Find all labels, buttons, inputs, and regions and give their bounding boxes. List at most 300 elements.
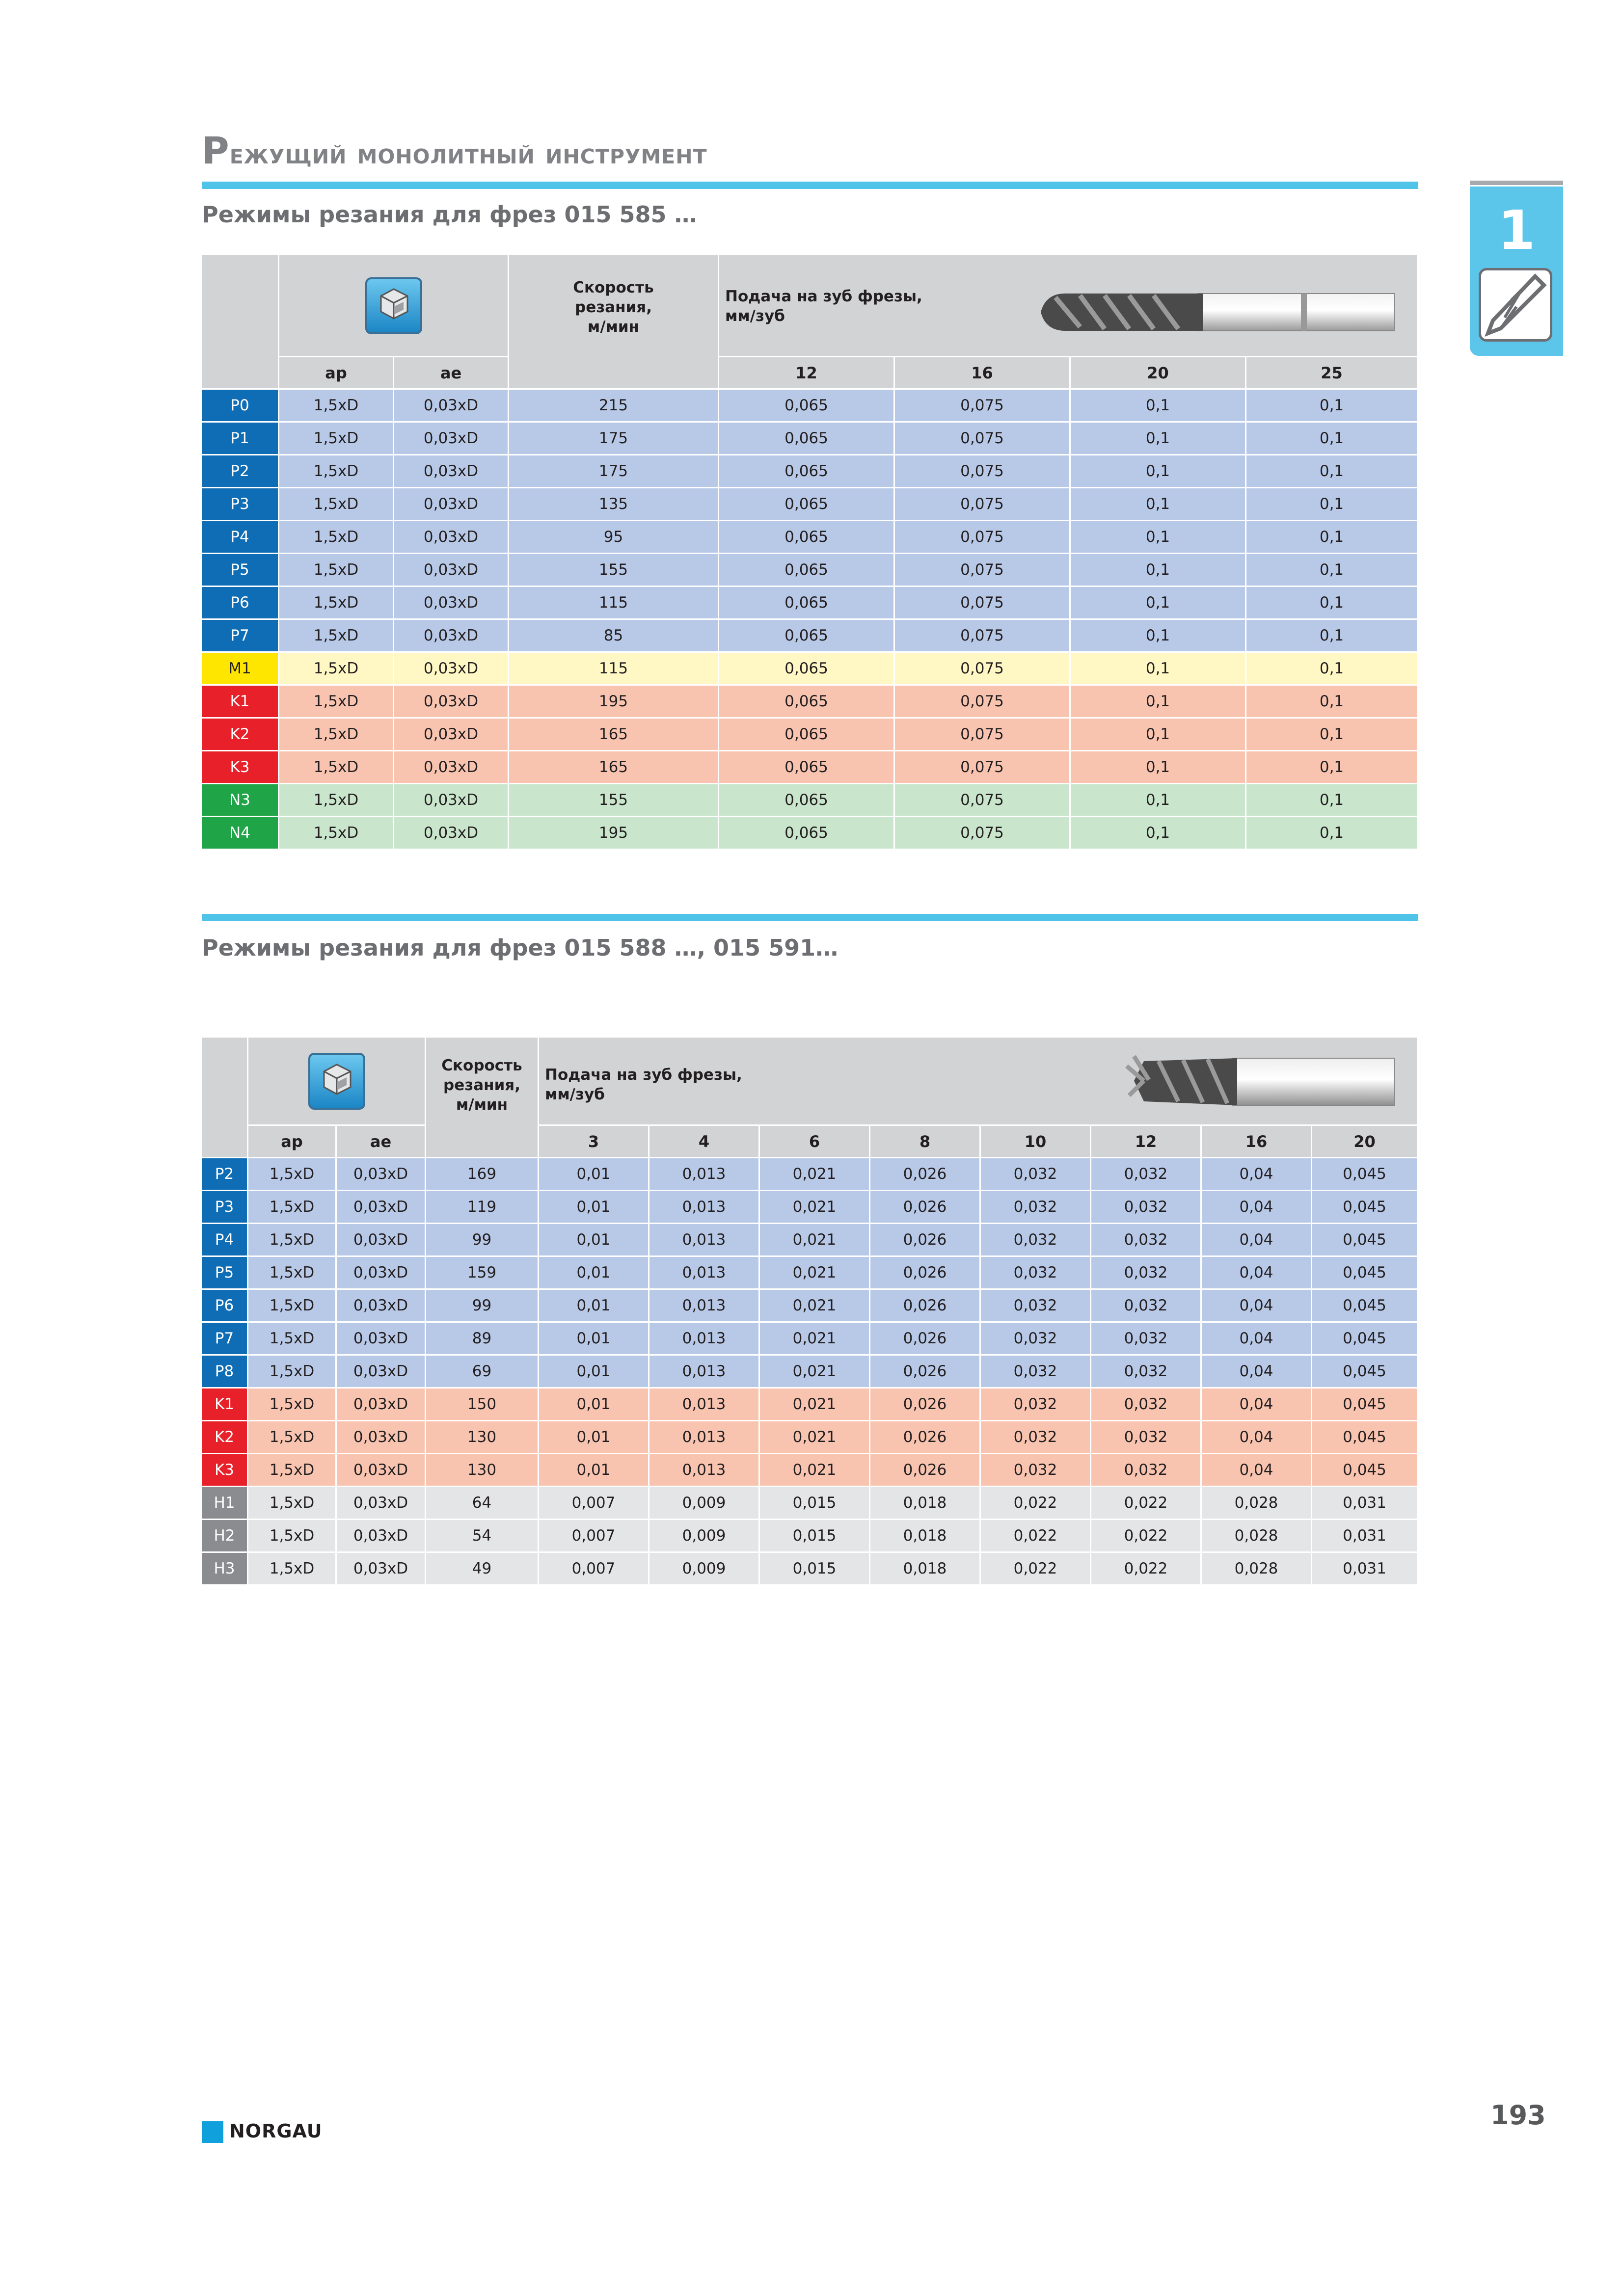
feed-per-tooth: 0,032 — [1091, 1191, 1202, 1224]
ap-value: 1,5xD — [248, 1388, 337, 1421]
cutting-speed: 99 — [426, 1290, 539, 1323]
feed-per-tooth: 0,032 — [981, 1454, 1091, 1487]
table-row — [202, 686, 1418, 719]
feed-per-tooth: 0,075 — [895, 817, 1071, 850]
material-code: P7 — [202, 620, 279, 653]
feed-per-tooth: 0,065 — [719, 620, 895, 653]
cutting-speed: 89 — [426, 1323, 539, 1356]
cutting-speed: 159 — [426, 1257, 539, 1290]
feed-per-tooth: 0,1 — [1246, 686, 1418, 719]
ap-value: 1,5xD — [279, 817, 394, 850]
feed-per-tooth: 0,032 — [1091, 1257, 1202, 1290]
feed-per-tooth: 0,026 — [870, 1191, 981, 1224]
ap-value: 1,5xD — [279, 620, 394, 653]
ap-value: 1,5xD — [248, 1191, 337, 1224]
table-row — [202, 1257, 1418, 1290]
ae-value: 0,03xD — [394, 587, 509, 620]
feed-per-tooth: 0,009 — [649, 1520, 760, 1553]
ap-value: 1,5xD — [279, 686, 394, 719]
feed-per-tooth: 0,045 — [1312, 1257, 1418, 1290]
table-row — [202, 521, 1418, 554]
title-rule — [202, 182, 1418, 189]
cutting-speed: 195 — [509, 817, 719, 850]
feed-per-tooth: 0,065 — [719, 751, 895, 784]
feed-per-tooth: 0,075 — [895, 686, 1071, 719]
feed-per-tooth: 0,1 — [1071, 554, 1246, 587]
cutting-table-1 — [202, 255, 1418, 850]
material-code: P6 — [202, 1290, 248, 1323]
feed-per-tooth: 0,032 — [1091, 1454, 1202, 1487]
feed-per-tooth: 0,045 — [1312, 1454, 1418, 1487]
material-code: N4 — [202, 817, 279, 850]
cutting-speed: 99 — [426, 1224, 539, 1257]
feed-per-tooth: 0,032 — [981, 1356, 1091, 1388]
material-code: H1 — [202, 1487, 248, 1520]
feed-per-tooth: 0,075 — [895, 390, 1071, 423]
ae-value: 0,03xD — [394, 488, 509, 521]
ae-value: 0,03xD — [337, 1257, 426, 1290]
feed-per-tooth: 0,045 — [1312, 1290, 1418, 1323]
feed-per-tooth: 0,04 — [1202, 1257, 1312, 1290]
feed-per-tooth: 0,01 — [539, 1257, 649, 1290]
side-tab-topline — [1470, 181, 1563, 185]
feed-per-tooth: 0,01 — [539, 1421, 649, 1454]
drill-icon — [1479, 268, 1552, 342]
material-code: P0 — [202, 390, 279, 423]
feed-per-tooth: 0,01 — [539, 1388, 649, 1421]
ap-value: 1,5xD — [279, 488, 394, 521]
ae-value: 0,03xD — [337, 1520, 426, 1553]
col-diameter: 16 — [895, 357, 1071, 390]
col-ap: ap — [279, 357, 394, 390]
feed-per-tooth: 0,021 — [760, 1388, 870, 1421]
ae-value: 0,03xD — [337, 1487, 426, 1520]
feed-per-tooth: 0,1 — [1071, 784, 1246, 817]
col-diameter: 3 — [539, 1126, 649, 1158]
feed-per-tooth: 0,04 — [1202, 1158, 1312, 1191]
ae-value: 0,03xD — [394, 751, 509, 784]
material-code: P4 — [202, 521, 279, 554]
milling-geometry-icon — [365, 277, 422, 334]
ae-value: 0,03xD — [394, 620, 509, 653]
material-code: P2 — [202, 1158, 248, 1191]
col-ae: ae — [337, 1126, 426, 1158]
feed-per-tooth: 0,007 — [539, 1520, 649, 1553]
feed-per-tooth: 0,04 — [1202, 1224, 1312, 1257]
feed-per-tooth: 0,013 — [649, 1158, 760, 1191]
feed-per-tooth: 0,018 — [870, 1553, 981, 1586]
material-code: K3 — [202, 1454, 248, 1487]
ap-value: 1,5xD — [279, 455, 394, 488]
feed-per-tooth: 0,013 — [649, 1290, 760, 1323]
table-row — [202, 455, 1418, 488]
feed-per-tooth: 0,026 — [870, 1454, 981, 1487]
ap-value: 1,5xD — [279, 751, 394, 784]
feed-per-tooth: 0,045 — [1312, 1158, 1418, 1191]
ae-value: 0,03xD — [394, 817, 509, 850]
feed-per-tooth: 0,01 — [539, 1158, 649, 1191]
col-ae: ae — [394, 357, 509, 390]
table-row — [202, 719, 1418, 751]
feed-per-tooth: 0,04 — [1202, 1191, 1312, 1224]
feed-per-tooth: 0,007 — [539, 1487, 649, 1520]
feed-per-tooth: 0,1 — [1071, 390, 1246, 423]
feed-per-tooth: 0,032 — [1091, 1421, 1202, 1454]
mill-geometry-cell — [279, 255, 509, 357]
cutting-speed: 130 — [426, 1421, 539, 1454]
col-diameter: 16 — [1202, 1126, 1312, 1158]
table-row — [202, 1421, 1418, 1454]
cutting-speed: 135 — [509, 488, 719, 521]
feed-per-tooth: 0,04 — [1202, 1421, 1312, 1454]
table1-subtitle: Режимы резания для фрез 015 585 … — [202, 201, 697, 228]
feed-per-tooth: 0,04 — [1202, 1356, 1312, 1388]
ae-value: 0,03xD — [394, 554, 509, 587]
feed-per-tooth: 0,1 — [1246, 423, 1418, 455]
ae-value: 0,03xD — [337, 1421, 426, 1454]
feed-per-tooth: 0,028 — [1202, 1520, 1312, 1553]
feed-per-tooth: 0,026 — [870, 1224, 981, 1257]
ae-value: 0,03xD — [394, 686, 509, 719]
ap-value: 1,5xD — [279, 719, 394, 751]
feed-per-tooth: 0,1 — [1071, 719, 1246, 751]
cutting-speed: 130 — [426, 1454, 539, 1487]
cutting-speed: 69 — [426, 1356, 539, 1388]
feed-per-tooth: 0,04 — [1202, 1388, 1312, 1421]
ap-value: 1,5xD — [248, 1290, 337, 1323]
cutting-speed: 115 — [509, 587, 719, 620]
feed-per-tooth: 0,1 — [1246, 455, 1418, 488]
feed-per-tooth: 0,032 — [981, 1421, 1091, 1454]
col-diameter: 4 — [649, 1126, 760, 1158]
material-code: K1 — [202, 1388, 248, 1421]
ap-value: 1,5xD — [279, 653, 394, 686]
table-row — [202, 1323, 1418, 1356]
feed-per-tooth: 0,031 — [1312, 1553, 1418, 1586]
table-row — [202, 653, 1418, 686]
feed-per-tooth: 0,015 — [760, 1553, 870, 1586]
feed-per-tooth: 0,026 — [870, 1388, 981, 1421]
feed-per-tooth: 0,018 — [870, 1520, 981, 1553]
feed-per-tooth: 0,065 — [719, 817, 895, 850]
feed-per-tooth: 0,022 — [981, 1520, 1091, 1553]
feed-per-tooth: 0,04 — [1202, 1454, 1312, 1487]
feed-per-tooth: 0,013 — [649, 1191, 760, 1224]
feed-per-tooth: 0,013 — [649, 1388, 760, 1421]
ae-value: 0,03xD — [394, 653, 509, 686]
feed-per-tooth: 0,021 — [760, 1224, 870, 1257]
table-row — [202, 1191, 1418, 1224]
feed-per-tooth: 0,065 — [719, 554, 895, 587]
ae-value: 0,03xD — [337, 1356, 426, 1388]
feed-per-tooth: 0,065 — [719, 719, 895, 751]
feed-per-tooth: 0,022 — [1091, 1520, 1202, 1553]
feed-per-tooth: 0,032 — [1091, 1290, 1202, 1323]
material-code: K3 — [202, 751, 279, 784]
table-row — [202, 784, 1418, 817]
table-row — [202, 1388, 1418, 1421]
cutting-speed: 195 — [509, 686, 719, 719]
feed-per-tooth: 0,1 — [1246, 784, 1418, 817]
ae-value: 0,03xD — [337, 1224, 426, 1257]
feed-per-tooth: 0,021 — [760, 1356, 870, 1388]
page-title: Режущий монолитный инструмент — [202, 129, 707, 172]
table-row — [202, 817, 1418, 850]
feed-per-tooth: 0,032 — [1091, 1388, 1202, 1421]
feed-per-tooth: 0,1 — [1246, 521, 1418, 554]
ap-value: 1,5xD — [279, 390, 394, 423]
col-diameter: 10 — [981, 1126, 1091, 1158]
material-code: P1 — [202, 423, 279, 455]
ap-value: 1,5xD — [279, 554, 394, 587]
ap-value: 1,5xD — [248, 1553, 337, 1586]
feed-per-tooth: 0,1 — [1071, 488, 1246, 521]
feed-per-tooth: 0,013 — [649, 1257, 760, 1290]
table2-subtitle: Режимы резания для фрез 015 588 …, 015 591… — [202, 934, 839, 961]
table-row — [202, 554, 1418, 587]
material-code: P5 — [202, 1257, 248, 1290]
ae-value: 0,03xD — [337, 1323, 426, 1356]
ae-value: 0,03xD — [394, 423, 509, 455]
table-row — [202, 390, 1418, 423]
speed-header: Скорость резания, м/мин — [509, 255, 719, 390]
ae-value: 0,03xD — [337, 1454, 426, 1487]
feed-per-tooth: 0,021 — [760, 1290, 870, 1323]
feed-per-tooth: 0,075 — [895, 719, 1071, 751]
corner-cell — [202, 255, 279, 390]
feed-per-tooth: 0,065 — [719, 390, 895, 423]
col-diameter: 6 — [760, 1126, 870, 1158]
feed-per-tooth: 0,007 — [539, 1553, 649, 1586]
feed-per-tooth: 0,01 — [539, 1323, 649, 1356]
feed-per-tooth: 0,013 — [649, 1454, 760, 1487]
ap-value: 1,5xD — [248, 1158, 337, 1191]
ae-value: 0,03xD — [394, 521, 509, 554]
feed-per-tooth: 0,013 — [649, 1356, 760, 1388]
feed-per-tooth: 0,075 — [895, 455, 1071, 488]
feed-per-tooth: 0,1 — [1071, 817, 1246, 850]
table-row — [202, 423, 1418, 455]
feed-per-tooth: 0,021 — [760, 1454, 870, 1487]
feed-per-tooth: 0,1 — [1246, 719, 1418, 751]
end-mill-image — [1124, 1046, 1399, 1115]
ae-value: 0,03xD — [337, 1553, 426, 1586]
feed-per-tooth: 0,075 — [895, 751, 1071, 784]
ap-value: 1,5xD — [248, 1224, 337, 1257]
cutting-speed: 119 — [426, 1191, 539, 1224]
ap-value: 1,5xD — [279, 587, 394, 620]
material-code: P3 — [202, 1191, 248, 1224]
feed-per-tooth: 0,1 — [1071, 620, 1246, 653]
ae-value: 0,03xD — [394, 390, 509, 423]
feed-per-tooth: 0,065 — [719, 521, 895, 554]
col-diameter: 20 — [1312, 1126, 1418, 1158]
col-diameter: 8 — [870, 1126, 981, 1158]
feed-per-tooth: 0,1 — [1071, 751, 1246, 784]
feed-per-tooth: 0,075 — [895, 521, 1071, 554]
mill-geometry-cell — [248, 1038, 426, 1126]
material-code: K2 — [202, 719, 279, 751]
material-code: H3 — [202, 1553, 248, 1586]
material-code: P7 — [202, 1323, 248, 1356]
feed-per-tooth: 0,026 — [870, 1421, 981, 1454]
cutting-speed: 215 — [509, 390, 719, 423]
ae-value: 0,03xD — [394, 784, 509, 817]
feed-per-tooth: 0,1 — [1246, 653, 1418, 686]
table-row — [202, 587, 1418, 620]
material-code: P2 — [202, 455, 279, 488]
feed-per-tooth: 0,075 — [895, 587, 1071, 620]
cutting-speed: 175 — [509, 423, 719, 455]
ap-value: 1,5xD — [248, 1323, 337, 1356]
feed-per-tooth: 0,018 — [870, 1487, 981, 1520]
feed-per-tooth: 0,032 — [981, 1323, 1091, 1356]
ae-value: 0,03xD — [337, 1388, 426, 1421]
cutting-speed: 115 — [509, 653, 719, 686]
feed-per-tooth: 0,04 — [1202, 1323, 1312, 1356]
feed-per-tooth: 0,032 — [1091, 1356, 1202, 1388]
feed-per-tooth: 0,009 — [649, 1553, 760, 1586]
feed-per-tooth: 0,075 — [895, 554, 1071, 587]
col-ap: ap — [248, 1126, 337, 1158]
table-row — [202, 1553, 1418, 1586]
feed-per-tooth: 0,045 — [1312, 1224, 1418, 1257]
cutting-speed: 85 — [509, 620, 719, 653]
feed-per-tooth: 0,013 — [649, 1224, 760, 1257]
feed-per-tooth: 0,065 — [719, 686, 895, 719]
cutting-speed: 49 — [426, 1553, 539, 1586]
feed-per-tooth: 0,01 — [539, 1290, 649, 1323]
feed-per-tooth: 0,1 — [1246, 620, 1418, 653]
ap-value: 1,5xD — [248, 1520, 337, 1553]
feed-per-tooth: 0,032 — [981, 1158, 1091, 1191]
feed-per-tooth: 0,026 — [870, 1290, 981, 1323]
feed-per-tooth: 0,065 — [719, 587, 895, 620]
feed-header: Подача на зуб фрезы, мм/зуб — [539, 1038, 1418, 1126]
col-diameter: 25 — [1246, 357, 1418, 390]
feed-per-tooth: 0,021 — [760, 1323, 870, 1356]
feed-per-tooth: 0,1 — [1246, 817, 1418, 850]
section-rule — [202, 914, 1418, 921]
table-row — [202, 1520, 1418, 1553]
feed-per-tooth: 0,031 — [1312, 1487, 1418, 1520]
feed-per-tooth: 0,045 — [1312, 1421, 1418, 1454]
feed-per-tooth: 0,022 — [981, 1487, 1091, 1520]
feed-per-tooth: 0,04 — [1202, 1290, 1312, 1323]
feed-per-tooth: 0,021 — [760, 1257, 870, 1290]
feed-per-tooth: 0,032 — [1091, 1323, 1202, 1356]
feed-per-tooth: 0,015 — [760, 1520, 870, 1553]
feed-per-tooth: 0,1 — [1246, 488, 1418, 521]
feed-per-tooth: 0,065 — [719, 784, 895, 817]
feed-per-tooth: 0,075 — [895, 653, 1071, 686]
ae-value: 0,03xD — [394, 455, 509, 488]
ap-value: 1,5xD — [279, 521, 394, 554]
feed-per-tooth: 0,01 — [539, 1224, 649, 1257]
milling-geometry-icon — [308, 1053, 365, 1110]
feed-per-tooth: 0,1 — [1071, 423, 1246, 455]
feed-per-tooth: 0,032 — [981, 1388, 1091, 1421]
feed-per-tooth: 0,075 — [895, 488, 1071, 521]
cutting-speed: 64 — [426, 1487, 539, 1520]
table-row — [202, 1454, 1418, 1487]
feed-per-tooth: 0,1 — [1246, 554, 1418, 587]
feed-per-tooth: 0,009 — [649, 1487, 760, 1520]
feed-per-tooth: 0,032 — [1091, 1158, 1202, 1191]
ae-value: 0,03xD — [337, 1191, 426, 1224]
feed-per-tooth: 0,045 — [1312, 1356, 1418, 1388]
feed-per-tooth: 0,022 — [1091, 1553, 1202, 1586]
chapter-tab-number: 1 — [1497, 199, 1536, 262]
material-code: P8 — [202, 1356, 248, 1388]
feed-per-tooth: 0,01 — [539, 1356, 649, 1388]
material-code: P4 — [202, 1224, 248, 1257]
feed-per-tooth: 0,075 — [895, 620, 1071, 653]
feed-per-tooth: 0,065 — [719, 653, 895, 686]
cutting-speed: 155 — [509, 784, 719, 817]
feed-per-tooth: 0,013 — [649, 1323, 760, 1356]
cutting-speed: 54 — [426, 1520, 539, 1553]
feed-per-tooth: 0,015 — [760, 1487, 870, 1520]
table-row — [202, 751, 1418, 784]
feed-per-tooth: 0,065 — [719, 488, 895, 521]
table-row — [202, 1356, 1418, 1388]
material-code: P6 — [202, 587, 279, 620]
material-code: P3 — [202, 488, 279, 521]
cutting-speed: 95 — [509, 521, 719, 554]
ap-value: 1,5xD — [248, 1454, 337, 1487]
material-code: P5 — [202, 554, 279, 587]
feed-per-tooth: 0,075 — [895, 784, 1071, 817]
feed-per-tooth: 0,031 — [1312, 1520, 1418, 1553]
ap-value: 1,5xD — [248, 1487, 337, 1520]
table-row — [202, 1290, 1418, 1323]
feed-per-tooth: 0,022 — [1091, 1487, 1202, 1520]
feed-per-tooth: 0,032 — [981, 1257, 1091, 1290]
ap-value: 1,5xD — [248, 1356, 337, 1388]
feed-per-tooth: 0,1 — [1071, 686, 1246, 719]
feed-per-tooth: 0,026 — [870, 1323, 981, 1356]
ae-value: 0,03xD — [337, 1290, 426, 1323]
feed-per-tooth: 0,075 — [895, 423, 1071, 455]
feed-per-tooth: 0,01 — [539, 1191, 649, 1224]
feed-per-tooth: 0,022 — [981, 1553, 1091, 1586]
table-row — [202, 1487, 1418, 1520]
feed-per-tooth: 0,032 — [1091, 1224, 1202, 1257]
feed-per-tooth: 0,1 — [1071, 653, 1246, 686]
ap-value: 1,5xD — [248, 1257, 337, 1290]
feed-per-tooth: 0,1 — [1246, 751, 1418, 784]
col-diameter: 12 — [719, 357, 895, 390]
feed-per-tooth: 0,013 — [649, 1421, 760, 1454]
ae-value: 0,03xD — [394, 719, 509, 751]
feed-per-tooth: 0,1 — [1071, 521, 1246, 554]
feed-per-tooth: 0,045 — [1312, 1323, 1418, 1356]
feed-per-tooth: 0,028 — [1202, 1553, 1312, 1586]
feed-per-tooth: 0,021 — [760, 1191, 870, 1224]
corner-cell — [202, 1038, 248, 1158]
feed-per-tooth: 0,032 — [981, 1290, 1091, 1323]
feed-per-tooth: 0,045 — [1312, 1191, 1418, 1224]
material-code: M1 — [202, 653, 279, 686]
feed-per-tooth: 0,028 — [1202, 1487, 1312, 1520]
feed-per-tooth: 0,026 — [870, 1356, 981, 1388]
ap-value: 1,5xD — [279, 423, 394, 455]
feed-per-tooth: 0,026 — [870, 1257, 981, 1290]
cutting-speed: 150 — [426, 1388, 539, 1421]
ap-value: 1,5xD — [279, 784, 394, 817]
cutting-speed: 165 — [509, 719, 719, 751]
